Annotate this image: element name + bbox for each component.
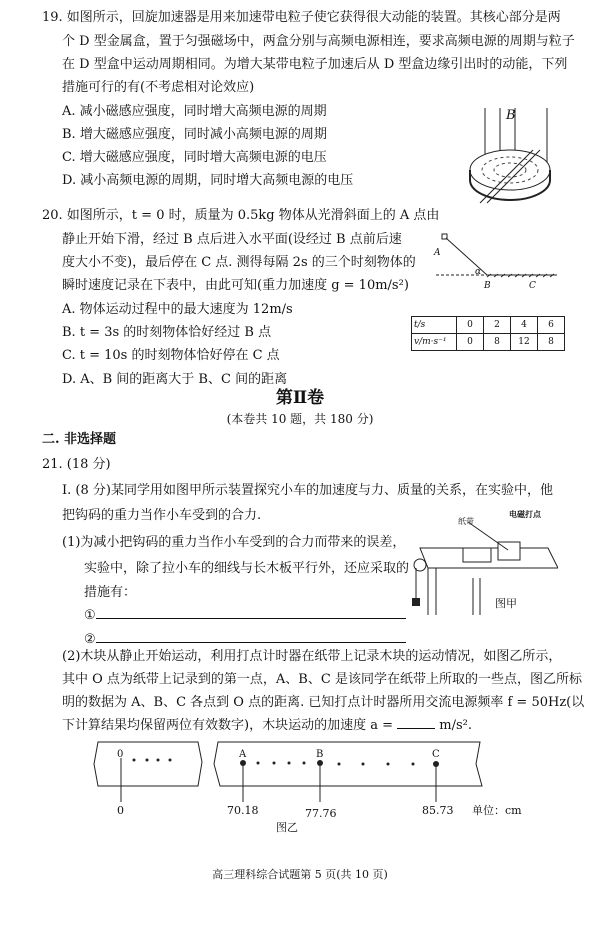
q21-line: 把钩码的重力当作小车受到的合力. [62, 508, 262, 523]
blank-marker: ① [84, 608, 96, 623]
table-cell: 8 [484, 334, 511, 351]
q21-sub2-line: 明的数据为 A、B、C 各点到 O 点的距离. 已知打点计时器所用交流电源频率 f = 50Hz(以 [62, 695, 585, 710]
q21-sub2-line: (2)木块从静止开始运动，利用打点计时器在纸带上记录木块的运动情况，如图乙所示， [62, 649, 562, 664]
page-footer: 高三理科综合试题第 5 页(共 10 页) [212, 868, 388, 881]
q21-sub2-line: 其中 O 点为纸带上记录到的第一点，A、B、C 是该同学在纸带上所取的一些点，图乙所标 [62, 672, 582, 687]
unit-label: 单位：cm [472, 804, 522, 817]
timer-label: 电磁打点 [509, 509, 541, 519]
paper-tape-figure [90, 740, 510, 810]
sub2-text: 下计算结果均保留两位有效数字)，木块运动的加速度 a = [62, 718, 393, 733]
q21-sub2-line [62, 718, 472, 734]
q21-header: 21. (18 分) [42, 457, 111, 472]
distance-c: 85.73 [422, 804, 454, 817]
acceleration-answer-blank[interactable] [397, 728, 435, 729]
q20-line: 度大小不变)，最后停在 C 点. 测得每隔 2s 的三个时刻物体的 [62, 255, 416, 270]
point-b-label: B [484, 281, 491, 291]
table-cell: 12 [511, 334, 538, 351]
q20-option-d: D. A、B 间的距离大于 B、C 间的距离 [62, 372, 288, 387]
point-a-label: A [434, 248, 441, 258]
distance-o: 0 [117, 804, 124, 817]
q21-line: Ⅰ. (8 分)某同学用如图甲所示装置探究小车的加速度与力、质量的关系，在实验中，他 [62, 483, 553, 498]
table-cell: 2 [484, 317, 511, 334]
velocity-table [411, 316, 565, 351]
q20-line: 瞬时速度记录在下表中，由此可知(重力加速度 g = 10m/s²) [62, 278, 409, 293]
table-cell: 4 [511, 317, 538, 334]
part2-subtitle: (本卷共 10 题，共 180 分) [226, 412, 374, 426]
table-cell: 8 [538, 334, 565, 351]
distance-a: 70.18 [227, 804, 259, 817]
q19-option-a: A. 减小磁感应强度，同时增大高频电源的周期 [62, 104, 327, 119]
q21-sub1-line: (1)为减小把钩码的重力当作小车受到的合力而带来的误差， [62, 535, 406, 550]
figure-jia-caption: 图甲 [495, 597, 517, 610]
distance-b: 77.76 [305, 807, 337, 820]
blank-marker: ② [84, 632, 96, 647]
point-c-label: C [529, 281, 536, 291]
figure-yi-caption: 图乙 [276, 821, 298, 834]
q20-line: 20. 如图所示，t = 0 时，质量为 0.5kg 物体从光滑斜面上的 A 点由 [42, 208, 440, 223]
q21-sub1-line: 实验中，除了拉小车的细线与长木板平行外，还应采取的 [84, 561, 410, 576]
table-cell: 6 [538, 317, 565, 334]
q20-option-c: C. t = 10s 的时刻物体恰好停在 C 点 [62, 348, 280, 363]
tape-point-o: 0 [117, 749, 124, 760]
table-cell: 0 [457, 334, 484, 351]
q19-line: 19. 如图所示，回旋加速器是用来加速带电粒子使它获得很大动能的装置。其核心部分是两 [42, 10, 561, 25]
magnetic-field-label: B [506, 108, 516, 123]
tape-point-a: A [239, 749, 247, 760]
tape-label: 纸带 [458, 517, 474, 526]
q19-option-c: C. 增大磁感应强度，同时增大高频电源的电压 [62, 150, 327, 165]
answer-unit: m/s². [439, 718, 472, 733]
table-cell: 0 [457, 317, 484, 334]
incline-figure [432, 230, 562, 290]
answer-blank-1[interactable] [84, 608, 406, 624]
q21-sub1-line: 措施有： [84, 585, 137, 600]
answer-blank-2[interactable] [84, 632, 406, 648]
q20-option-b: B. t = 3s 的时刻物体恰好经过 B 点 [62, 325, 272, 340]
table-row [412, 317, 565, 334]
q19-option-d: D. 减小高频电源的周期，同时增大高频电源的电压 [62, 173, 354, 188]
section-heading: 二. 非选择题 [42, 432, 117, 447]
part2-title: 第Ⅱ卷 [275, 388, 325, 408]
table-row [412, 334, 565, 351]
q20-option-a: A. 物体运动过程中的最大速度为 12m/s [62, 302, 293, 317]
table-header: t/s [412, 317, 457, 334]
q19-line: 在 D 型盒中运动周期相同。为增大某带电粒子加速后从 D 型盒边缘引出时的动能，下列 [62, 57, 568, 72]
q19-line: 个 D 型金属盒，置于匀强磁场中，两盒分别与高频电源相连，要求高频电源的周期与粒子 [62, 34, 575, 49]
angle-alpha-label: α [475, 267, 482, 277]
q20-line: 静止开始下滑，经过 B 点后进入水平面(设经过 B 点前后速 [62, 232, 402, 247]
cart-apparatus-figure [408, 520, 558, 620]
tape-point-c: C [432, 749, 440, 760]
q19-line: 措施可行的有(不考虑相对论效应) [62, 80, 255, 95]
q19-option-b: B. 增大磁感应强度，同时减小高频电源的周期 [62, 127, 327, 142]
table-header: v/m·s⁻¹ [412, 334, 457, 351]
tape-point-b: B [316, 749, 324, 760]
